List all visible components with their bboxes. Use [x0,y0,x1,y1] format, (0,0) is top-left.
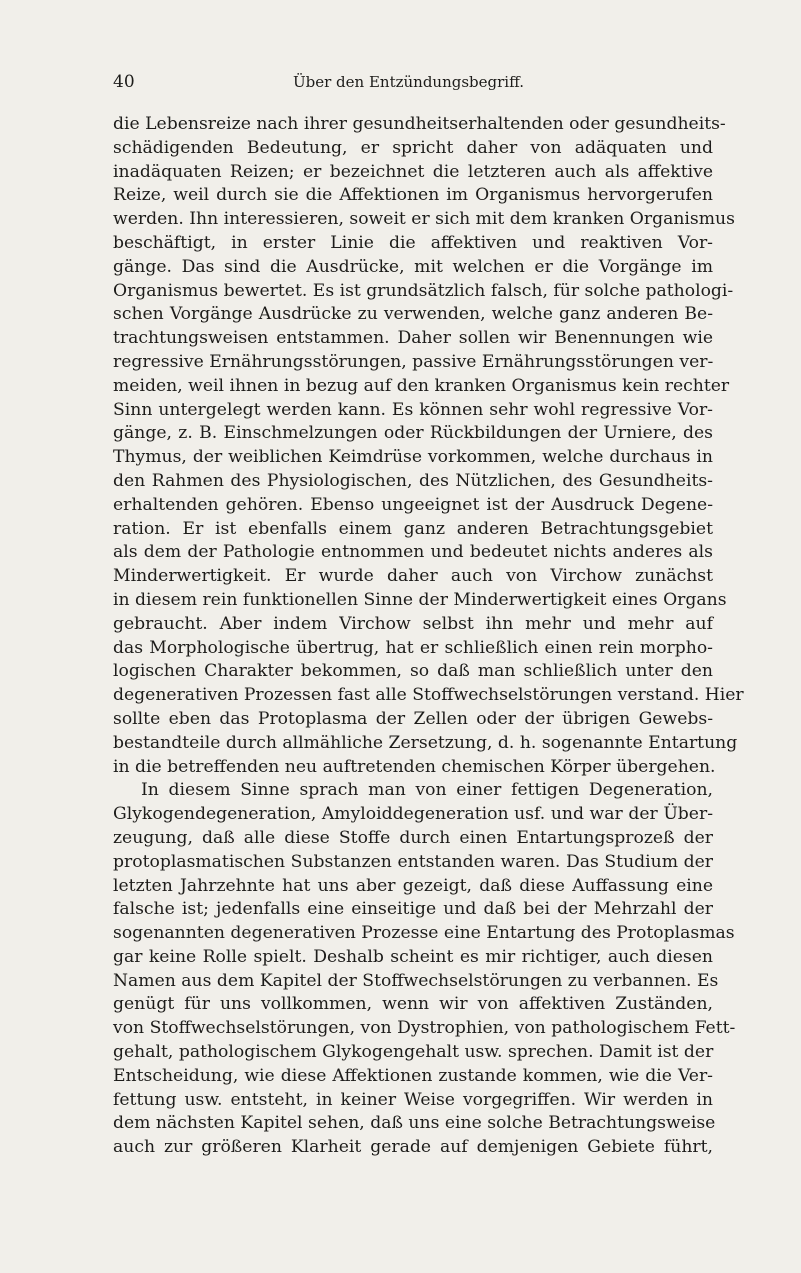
text-line: beschäftigt, in erster Linie die affektiven und reaktiven Vor- [113,232,713,253]
text-line: letzten Jahrzehnte hat uns aber gezeigt, daß diese Auffassung eine [113,875,713,896]
text-line: sogenannten degenerativen Prozesse eine Entartung des Protoplasmas [113,923,735,944]
text-line: gar keine Rolle spielt. Deshalb scheint es mir richtiger, auch diesen [113,946,713,967]
text-line: als dem der Pathologie entnommen und bedeutet nichts anderes als [113,542,713,563]
page-header [113,72,704,96]
text-line: genügt für uns vollkommen, wenn wir von affektiven Zuständen, [113,994,713,1015]
text-line: gebraucht. Aber indem Virchow selbst ihn mehr und mehr auf [113,613,713,634]
text-line: gänge. Das sind die Ausdrücke, mit welchen er die Vorgänge im [113,256,713,277]
text-line: Namen aus dem Kapitel der Stoffwechselstörungen zu verbannen. Es [113,970,719,991]
text-line: in diesem rein funktionellen Sinne der Minderwertigkeit eines Organs [113,589,727,610]
text-line: schen Vorgänge Ausdrücke zu verwenden, welche ganz anderen Be- [113,304,713,325]
text-line: In diesem Sinne sprach man von einer fettigen Degeneration, [141,780,713,801]
text-line: bestandteile durch allmähliche Zersetzung, d. h. sogenannte Entartung [113,732,738,753]
text-line: sollte eben das Protoplasma der Zellen oder der übrigen Gewebs- [113,708,713,729]
text-line: dem nächsten Kapitel sehen, daß uns eine solche Betrachtungsweise [113,1113,716,1134]
text-line: von Stoffwechselstörungen, von Dystrophien, von pathologischem Fett- [113,1018,736,1039]
text-line: meiden, weil ihnen in bezug auf den kranken Organismus kein rechter [113,375,730,396]
text-line: Glykogendegeneration, Amyloiddegeneration usf. und war der Über- [113,804,713,825]
text-line: degenerativen Prozessen fast alle Stoffwechselstörungen verstand. Hier [113,685,744,706]
text-line: Sinn untergelegt werden kann. Es können sehr wohl regressive Vor- [113,399,713,420]
text-line: trachtungsweisen entstammen. Daher sollen wir Benennungen wie [113,328,713,349]
text-line: erhaltenden gehören. Ebenso ungeeignet ist der Ausdruck Degene- [113,494,713,515]
text-line: regressive Ernährungsstörungen, passive Ernährungsstörungen ver- [113,351,714,372]
text-line: Entscheidung, wie diese Affektionen zustande kommen, wie die Ver- [113,1065,713,1086]
text-line: Reize, weil durch sie die Affektionen im Organismus hervorgerufen [113,185,713,206]
page-number: 40 [113,72,135,92]
running-head: Über den Entzündungsbegriff. [293,73,524,91]
text-line: protoplasmatischen Substanzen entstanden waren. Das Studium der [113,851,713,872]
text-line: gehalt, pathologischem Glykogengehalt usw. sprechen. Damit ist der [113,1042,714,1063]
text-line: gänge, z. B. Einschmelzungen oder Rückbildungen der Urniere, des [113,423,713,444]
body-text [113,113,744,1160]
text-line: das Morphologische übertrug, hat er schließlich einen rein morpho- [113,637,713,658]
text-line: fettung usw. entsteht, in keiner Weise vorgegriffen. Wir werden in [113,1089,713,1110]
text-line: inadäquaten Reizen; er bezeichnet die letzteren auch als affektive [113,161,713,182]
text-line: Organismus bewertet. Es ist grundsätzlich falsch, für solche pathologi- [113,280,734,301]
text-line: Minderwertigkeit. Er wurde daher auch von Virchow zunächst [113,566,713,587]
text-line: zeugung, daß alle diese Stoffe durch einen Entartungsprozeß der [113,827,713,848]
text-line: logischen Charakter bekommen, so daß man schließlich unter den [113,661,713,682]
text-line: den Rahmen des Physiologischen, des Nützlichen, des Gesundheits- [113,470,713,491]
text-line: in die betreffenden neu auftretenden chemischen Körper übergehen. [113,756,716,777]
text-line: die Lebensreize nach ihrer gesundheitserhaltenden oder gesundheits- [113,114,726,134]
text-line: falsche ist; jedenfalls eine einseitige und daß bei der Mehrzahl der [113,899,713,920]
text-line: schädigenden Bedeutung, er spricht daher von adäquaten und [113,137,713,158]
text-line: Thymus, der weiblichen Keimdrüse vorkommen, welche durchaus in [113,447,713,468]
text-line: ration. Er ist ebenfalls einem ganz anderen Betrachtungsgebiet [113,518,713,539]
text-line: auch zur größeren Klarheit gerade auf demjenigen Gebiete führt, [113,1137,713,1158]
text-line: werden. Ihn interessieren, soweit er sich mit dem kranken Organismus [113,209,735,230]
